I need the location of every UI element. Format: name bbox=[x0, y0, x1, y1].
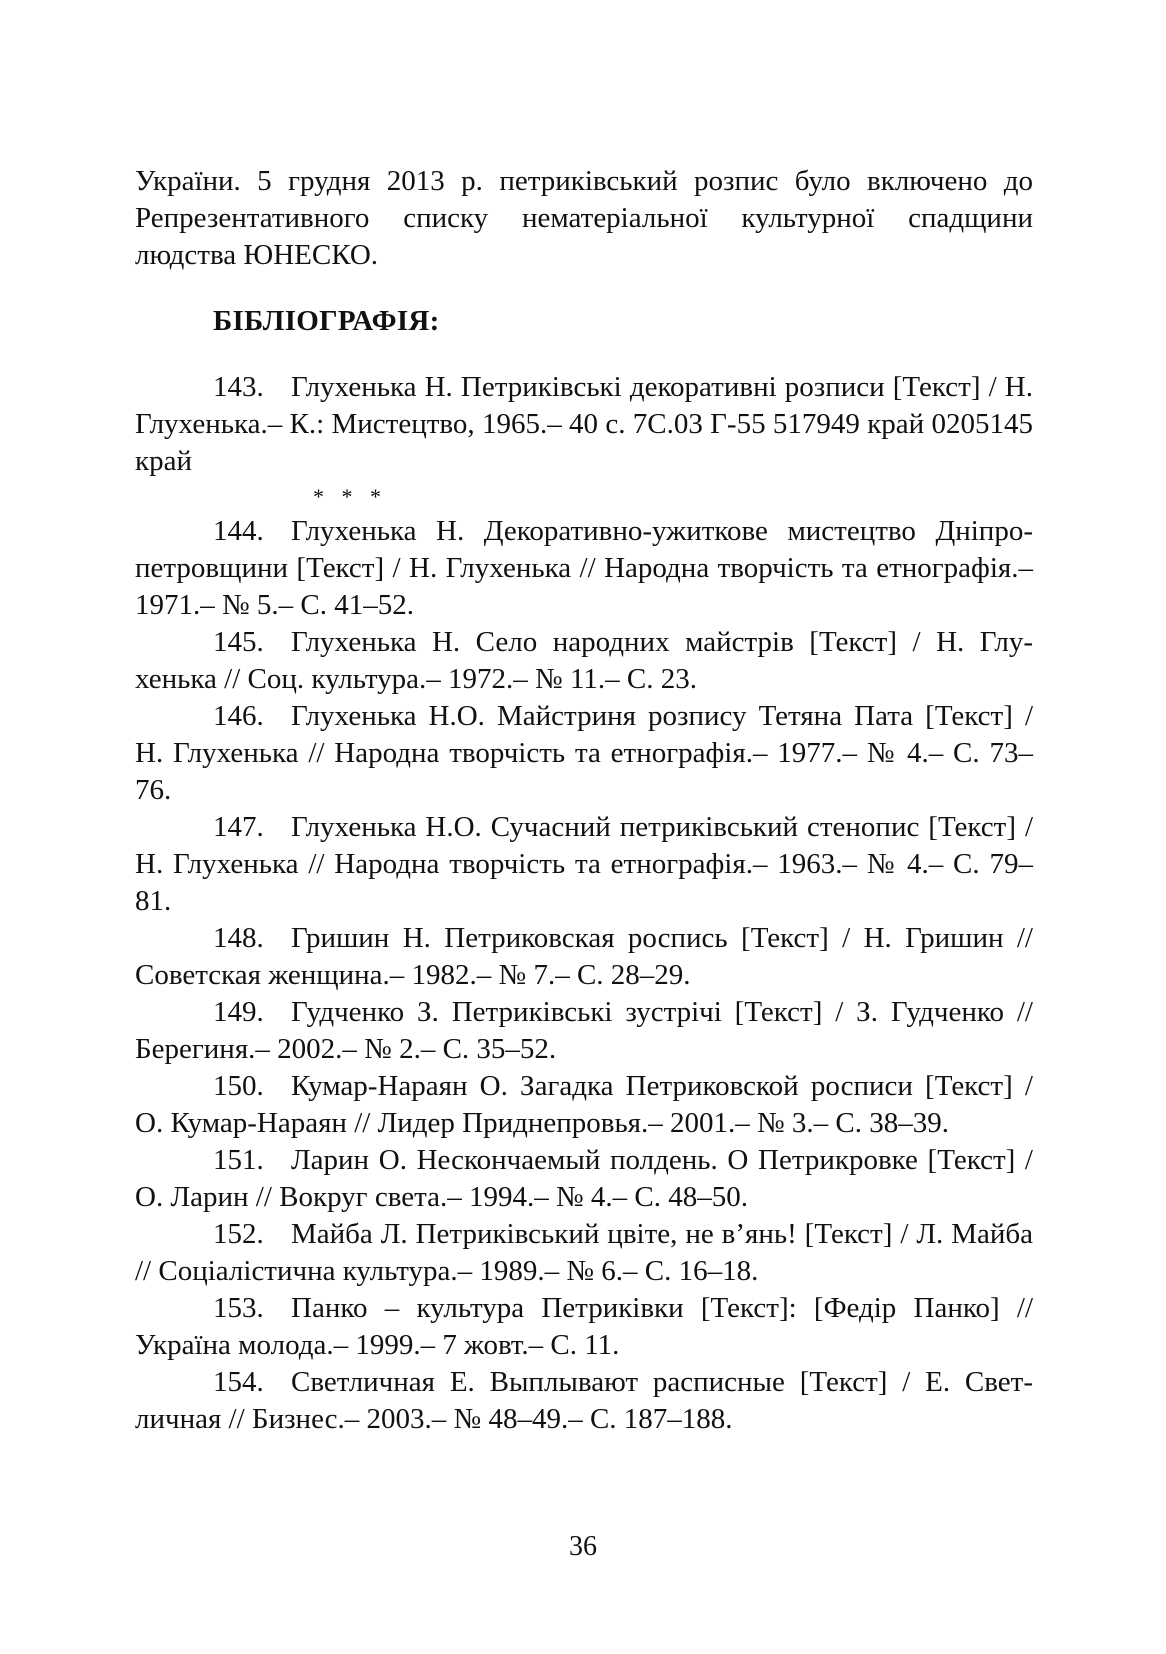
bibliography-entry bbox=[135, 1068, 1033, 1142]
bibliography-entry bbox=[135, 624, 1033, 698]
entry-text: Гудченко З. Петриківські зустрічі [Текст] / З. Гудченко // Берегиня.– 2002.– № 2.– С. 35–52. bbox=[135, 996, 1033, 1065]
entry-number: 144. bbox=[213, 515, 264, 547]
entry-number: 153. bbox=[213, 1292, 264, 1324]
entry-text: Панко – культура Петриківки [Текст]: [Федір Панко] // Україна молода.– 1999.– 7 жовт.– С. 11. bbox=[135, 1292, 1033, 1361]
entry-number: 147. bbox=[213, 811, 264, 843]
bibliography-entry bbox=[135, 1364, 1033, 1438]
bibliography-heading: БІБЛІОГРАФІЯ: bbox=[213, 305, 440, 337]
entry-text: Майба Л. Петриківський цвіте, не в’янь! [Текст] / Л. Майба // Соціалістична культура.– 1989.– № 6.– С. 16–18. bbox=[135, 1218, 1033, 1287]
entry-text: Светличная Е. Выплывают расписные [Текст] / Е. Светличная // Бизнес.– 2003.– № 48–49.– С. 187–188. bbox=[135, 1366, 1033, 1435]
entry-number: 149. bbox=[213, 996, 264, 1028]
bibliography-entry bbox=[135, 1216, 1033, 1290]
entry-text: Кумар-Нараян О. Загадка Петриковской росписи [Текст] / О. Кумар-Нараян // Лидер Приднепровья.– 2001.– № 3.– С. 38–39. bbox=[135, 1070, 1033, 1139]
entry-text: Глухенька Н.О. Сучасний петриківський стенопис [Текст] / Н. Глухенька // Народна творчість та етнографія.– 1963.– № 4.– С. 79–81. bbox=[135, 811, 1033, 917]
entry-number: 148. bbox=[213, 922, 264, 954]
bibliography-entry bbox=[135, 920, 1033, 994]
entry-number: 145. bbox=[213, 626, 264, 658]
entry-number: 150. bbox=[213, 1070, 264, 1102]
entry-number: 143. bbox=[213, 371, 264, 403]
bibliography-list bbox=[135, 369, 1033, 1438]
entry-number: 154. bbox=[213, 1366, 264, 1398]
bibliography-entry bbox=[135, 513, 1033, 624]
entry-text: Глухенька Н.О. Майстриня розпису Тетяна Пата [Текст] / Н. Глухенька // Народна творчість та етнографія.– 1977.– № 4.– С. 73–76. bbox=[135, 700, 1033, 806]
entry-text: Глухенька Н. Декоративно-ужиткове мистецтво Дніпропетровщини [Текст] / Н. Глухенька // Народна творчість та етнографія.– 1971.– № 5.– С. 41–52. bbox=[135, 515, 1033, 621]
entry-text: Глухенька Н. Село народних майстрів [Текст] / Н. Глухенька // Соц. культура.– 1972.– № 11.– С. 23. bbox=[135, 626, 1033, 695]
bibliography-entry bbox=[135, 809, 1033, 920]
entry-number: 146. bbox=[213, 700, 264, 732]
entry-text: Ларин О. Нескончаемый полдень. О Петрикровке [Текст] / О. Ларин // Вокруг света.– 1994.– № 4.– С. 48–50. bbox=[135, 1144, 1033, 1213]
entry-number: 151. bbox=[213, 1144, 264, 1176]
bibliography-entry bbox=[135, 369, 1033, 480]
bibliography-entry bbox=[135, 994, 1033, 1068]
bibliography-entry bbox=[135, 1290, 1033, 1364]
intro-paragraph: України. 5 грудня 2013 р. петриківський розпис було включено до Репрезентативного списку нематеріальної культурної спадщини людства ЮНЕСКО. bbox=[135, 165, 1033, 271]
section-separator: * * * bbox=[313, 484, 387, 509]
page-number: 36 bbox=[569, 1531, 597, 1562]
entry-text: Гришин Н. Петриковская роспись [Текст] / Н. Гришин // Советская женщина.– 1982.– № 7.– С. 28–29. bbox=[135, 922, 1033, 991]
entry-text: Глухенька Н. Петриківські декоративні розписи [Текст] / Н. Глухенька.– К.: Мистецтво, 1965.– 40 с. 7С.03 Г-55 517949 край 0205145 край bbox=[135, 371, 1033, 477]
bibliography-entry bbox=[135, 1142, 1033, 1216]
entry-number: 152. bbox=[213, 1218, 264, 1250]
bibliography-entry bbox=[135, 698, 1033, 809]
